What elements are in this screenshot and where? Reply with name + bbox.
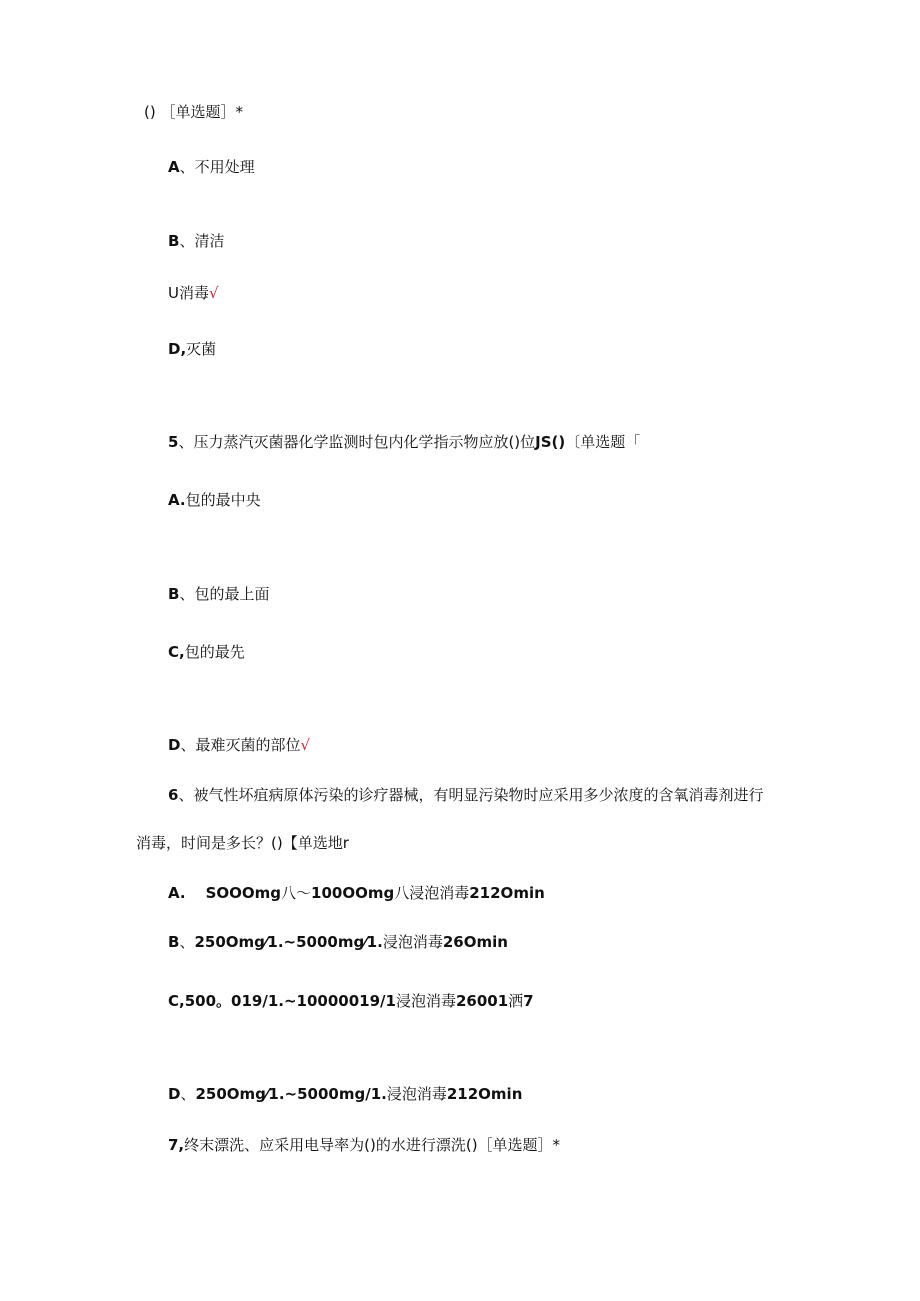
option-6c[interactable]: C,500。019/1.~10000019/1浸泡消毒26001洒7 xyxy=(168,992,534,1010)
question-7: 7,终末漂洗、应采用电导率为()的水进行漂洗()［单选题］* xyxy=(168,1136,561,1154)
option-4b[interactable]: B、清洁 xyxy=(168,232,225,250)
option-5d[interactable]: D、最难灭菌的部位√ xyxy=(168,736,311,754)
correct-check-icon: √ xyxy=(208,284,219,302)
question-4-tail: () ［单选题］* xyxy=(144,103,243,121)
correct-check-icon: √ xyxy=(300,736,311,754)
question-6-line-2: 消毒，时间是多长？()【单选地r xyxy=(136,834,349,852)
option-4d[interactable]: D,灭菌 xyxy=(168,340,217,358)
option-6d[interactable]: D、250Omg⁄1.~5000mg/1.浸泡消毒212Omin xyxy=(168,1085,523,1103)
option-5a[interactable]: A.包的最中央 xyxy=(168,491,261,509)
option-5c[interactable]: C,包的最先 xyxy=(168,643,245,661)
option-4c[interactable]: U消毒√ xyxy=(168,284,219,302)
question-5: 5、压力蒸汽灭菌器化学监测时包内化学指示物应放()位JS()〔单选题「 xyxy=(168,433,641,451)
option-4a[interactable]: A、不用处理 xyxy=(168,158,255,176)
question-6-line-1: 6、被气性坏疽病原体污染的诊疗器械，有明显污染物时应采用多少浓度的含氧消毒剂进行 xyxy=(168,786,764,804)
option-6b[interactable]: B、250Omg⁄1.~5000mg⁄1.浸泡消毒26Omin xyxy=(168,933,508,951)
option-5b[interactable]: B、包的最上面 xyxy=(168,585,270,603)
option-6a[interactable]: A. SOOOmg八〜100OOmg八浸泡消毒212Omin xyxy=(168,884,545,902)
